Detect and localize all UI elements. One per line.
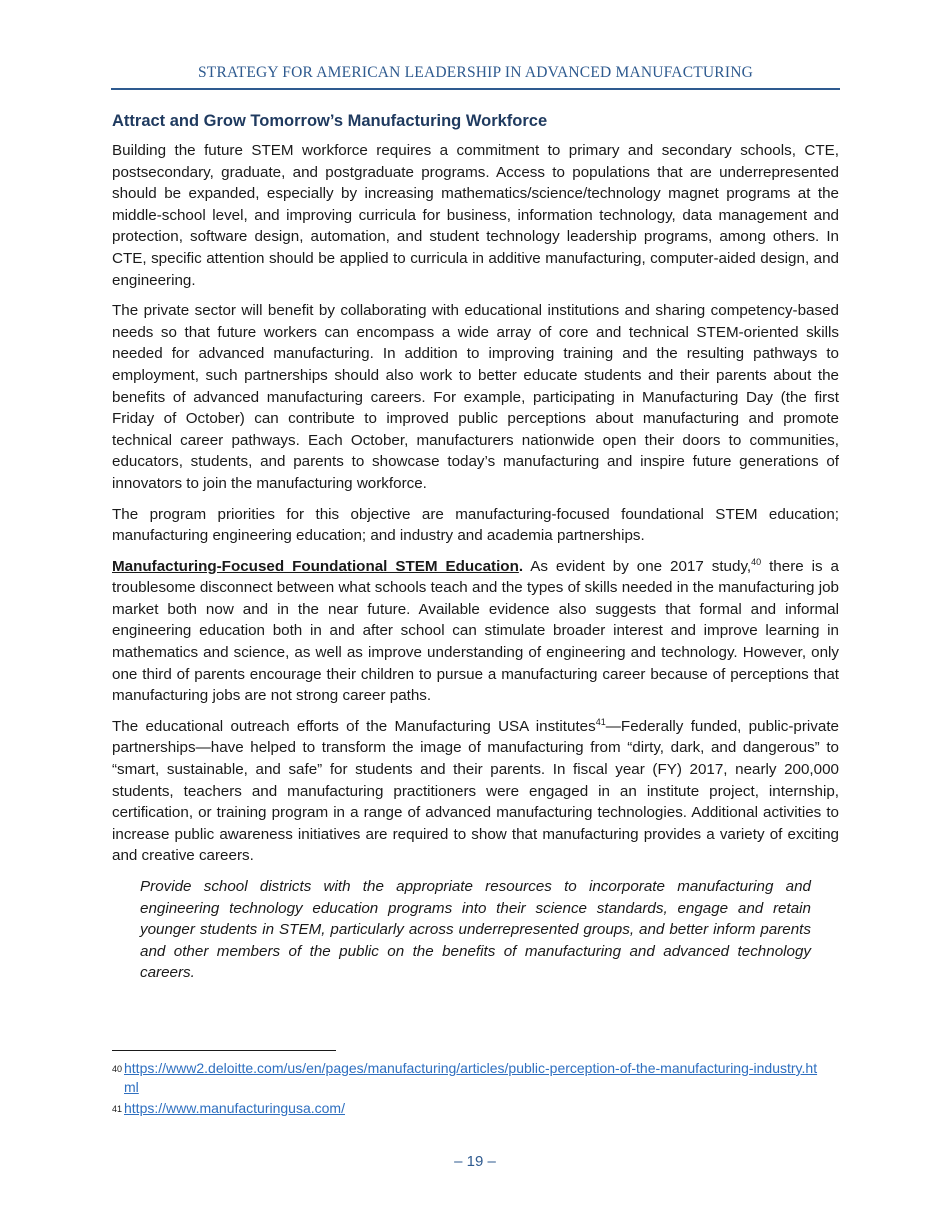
paragraph-stem-workforce: Building the future STEM workforce requires a commitment to primary and secondary schools, CTE, postsecondary, graduate, and postgraduate programs. Access to populations that are underrepresented should be expanded, especially by increasing mathematics/science/technology magnet programs at the middle-school level, and improving curricula for business, information technology, data management and protection, software design, automation, and student technology leadership programs, among others. In CTE, specific attention should be applied to curricula in additive manufacturing, computer-aided design, and engineering. — [112, 142, 839, 289]
paragraph-foundational-stem — [112, 556, 839, 707]
paragraph-private-sector: The private sector will benefit by collaborating with educational institutions and sharing competency-based needs so that future workers can encompass a wide array of core and technical STEM-oriented skills needed for advanced manufacturing. In addition to improving training and the resulting pathways to employment, such partnerships should also work to better educate students and their parents about the benefits of advanced manufacturing careers. For example, participating in Manufacturing Day (the first Friday of October) can contribute to improved public perceptions about manufacturing and promote technical career pathways. Each October, manufacturers nationwide open their doors to communities, educators, students, and parents to showcase today’s manufacturing and inspire future generations of innovators to join the manufacturing workforce. — [112, 302, 839, 492]
footnote-41 — [112, 1099, 822, 1119]
footnote-link-deloitte[interactable]: https://www2.deloitte.com/us/en/pages/manufacturing/articles/public-perception-of-the-manufacturing-industry.html — [124, 1060, 818, 1095]
header-divider — [111, 88, 840, 90]
main-content — [112, 112, 839, 984]
paragraph-text: there is a troublesome disconnect between what schools teach and the types of skills needed in the manufacturing job market both now and in the near future. Available evidence also suggests that formal and informal engineering education both in and after school can stimulate broader interest and improve learning in mathematics and science, as well as improve understanding of engineering and technology. However, only one third of parents encourage their children to pursue a manufacturing career because of perceptions that manufacturing jobs are not strong career paths. — [112, 557, 839, 705]
footnote-40 — [112, 1059, 822, 1097]
section-heading: Attract and Grow Tomorrow’s Manufacturing Workforce — [112, 112, 548, 130]
paragraph-text: —Federally funded, public-private partnerships—have helped to transform the image of manufacturing from “dirty, dark, and dangerous” to “smart, sustainable, and safe” for students and their parents. In fiscal year (FY) 2017, nearly 200,000 students, teachers and manufacturing practitioners were engaged in an institute project, internship, certification, or training program in a range of advanced manufacturing technologies. Additional activities to increase public awareness initiatives are required to show that manufacturing provides a variety of exciting and creative careers. — [112, 717, 839, 865]
paragraph-text: The educational outreach efforts of the Manufacturing USA institutes — [112, 717, 596, 735]
paragraph-text: As evident by one 2017 study, — [523, 557, 752, 575]
running-header: STRATEGY FOR AMERICAN LEADERSHIP IN ADVANCED MANUFACTURING — [197, 64, 753, 81]
footnote-link-manufacturingusa[interactable]: https://www.manufacturingusa.com/ — [124, 1100, 345, 1116]
footnote-divider — [112, 1050, 336, 1051]
footnotes — [112, 1059, 822, 1121]
recommendation-callout: Provide school districts with the appropriate resources to incorporate manufacturing and engineering technology education programs into their science standards, engage and retain younger students in STEM, particularly across underrepresented groups, and better inform parents and other members of the public on the benefits of manufacturing and advanced technology careers. — [140, 878, 811, 982]
page-number: – 19 – — [454, 1153, 496, 1170]
footnote-ref-40[interactable]: 40 — [751, 556, 762, 567]
paragraph-outreach — [112, 716, 839, 867]
footnote-number: 41 — [112, 1104, 123, 1114]
paragraph-program-priorities: The program priorities for this objective are manufacturing-focused foundational STEM education; manufacturing engineering education; and industry and academia partnerships. — [112, 505, 839, 545]
lead-punctuation: . — [518, 557, 524, 575]
footnote-number: 40 — [112, 1064, 123, 1074]
footnote-ref-41[interactable]: 41 — [595, 716, 606, 727]
paragraph-lead-title: Manufacturing-Focused Foundational STEM Education — [112, 557, 519, 575]
